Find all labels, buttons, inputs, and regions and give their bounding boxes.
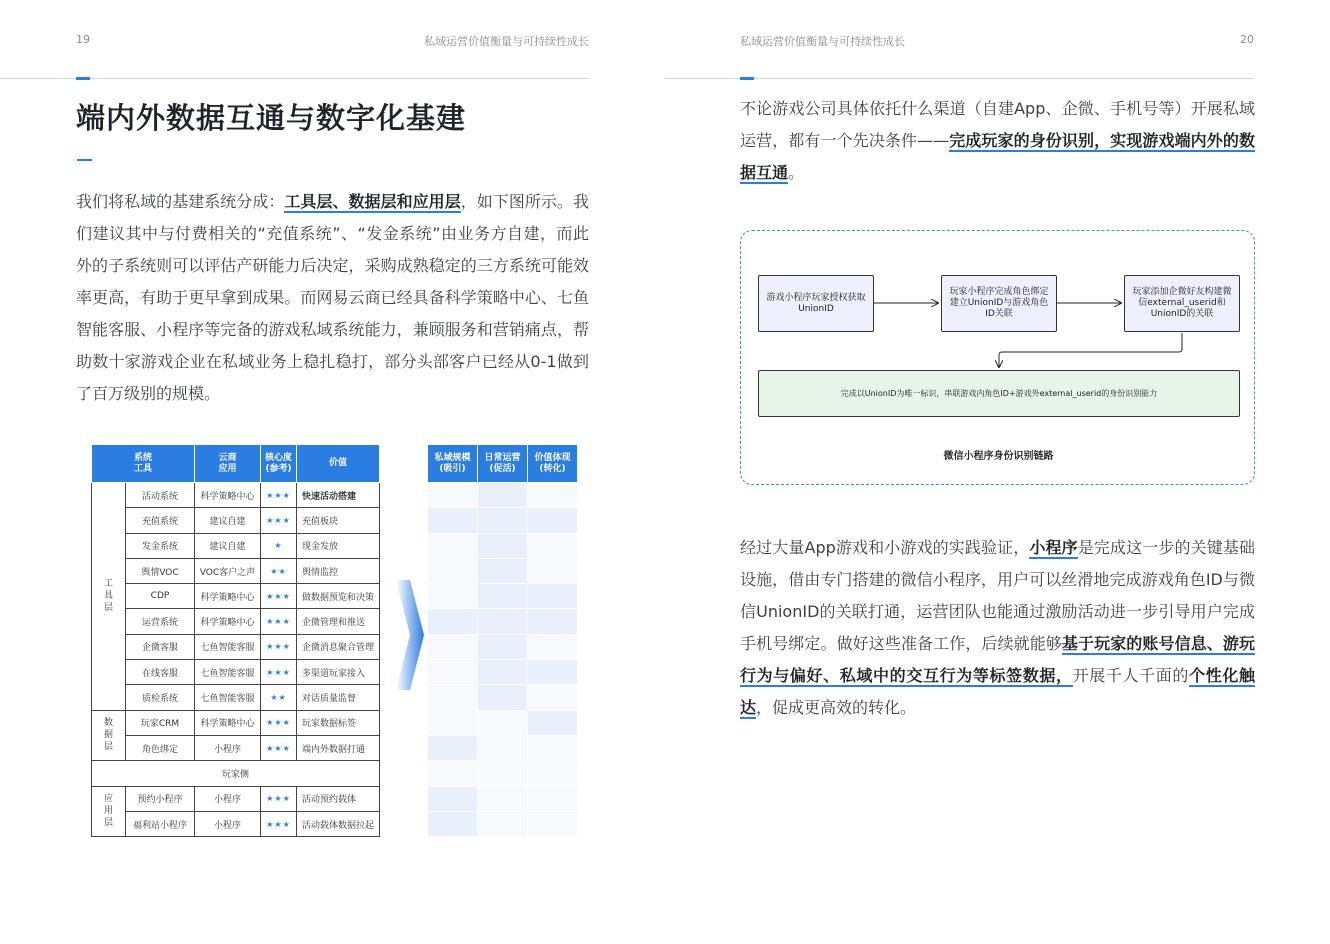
page-number: 20 (1240, 33, 1254, 46)
cell-stars: ★ (261, 533, 297, 558)
flow-step-unionid: 游戏小程序玩家授权获取UnionID (758, 275, 874, 332)
grid-col-scale: 私域规模 (吸引) (428, 445, 478, 483)
highlight-layers: 工具层、数据层和应用层 (284, 192, 461, 211)
cell-stars: ★★ (261, 558, 297, 583)
flow-result: 完成以UnionID为唯一标识，串联游戏内角色ID+游戏外external_userid的身份识别能力 (758, 370, 1240, 417)
running-head: 私域运营价值衡量与可持续性成长 (740, 35, 905, 48)
flow-step-role-bind: 玩家小程序完成角色绑定建立UnionID与游戏角色ID关联 (941, 275, 1057, 332)
layer-data: 数 据 层 (92, 710, 126, 761)
flow-step-wecom: 玩家添加企微好友构建微信external_userid和UnionID的关联 (1124, 275, 1240, 332)
cell-value: 现金发放 (297, 533, 380, 558)
layer-app: 应 用 层 (92, 786, 126, 837)
value-grid (427, 444, 578, 837)
cell-value: 企微消息聚合管理 (297, 634, 380, 659)
cell-stars: ★★★ (261, 483, 297, 508)
cell-stars: ★★★ (261, 786, 297, 811)
cell-app: 科学策略中心 (195, 584, 261, 609)
table-row (92, 685, 380, 710)
cell-system: 运营系统 (126, 609, 195, 634)
cell-app: 七鱼智能客服 (195, 685, 261, 710)
running-head: 私域运营价值衡量与可持续性成长 (424, 35, 589, 48)
header-accent (740, 77, 754, 80)
cell-app: 科学策略中心 (195, 710, 261, 735)
cell-app: 科学策略中心 (195, 609, 261, 634)
chevron-right-icon (396, 580, 426, 690)
cell-stars: ★★★ (261, 508, 297, 533)
cell-app: VOC客户之声 (195, 558, 261, 583)
table-row (92, 558, 380, 583)
cell-value: 舆情监控 (297, 558, 380, 583)
cell-app: 七鱼智能客服 (195, 634, 261, 659)
col-app: 云商 应用 (195, 445, 261, 483)
grid-col-ops: 日常运营 (促活) (478, 445, 528, 483)
player-side-row: 玩家侧 (92, 761, 380, 786)
table-row (92, 786, 380, 811)
highlight-tags: 基于玩家的账号信息、游玩行为与偏好、私域中的交互行为等标签数据， (740, 634, 1255, 685)
cell-app: 小程序 (195, 735, 261, 760)
cell-system: 玩家CRM (126, 710, 195, 735)
table-row (92, 761, 380, 786)
cell-stars: ★★★ (261, 735, 297, 760)
cell-system: 质检系统 (126, 685, 195, 710)
cell-value: 对话质量监督 (297, 685, 380, 710)
cell-stars: ★★★ (261, 609, 297, 634)
cell-value: 多渠道玩家接入 (297, 660, 380, 685)
cell-value: 做数据预览和决策 (297, 584, 380, 609)
cell-stars: ★★★ (261, 710, 297, 735)
cell-value: 活动预约载体 (297, 786, 380, 811)
header-accent (76, 77, 90, 80)
cell-system: 发金系统 (126, 533, 195, 558)
highlight-personalized: 个性化触达 (740, 666, 1255, 717)
table-row (92, 660, 380, 685)
highlight-miniprogram: 小程序 (1029, 538, 1078, 557)
cell-system: 福利站小程序 (126, 811, 195, 836)
cell-stars: ★★★ (261, 584, 297, 609)
cell-value: 端内外数据打通 (297, 735, 380, 760)
cell-app: 建议自建 (195, 508, 261, 533)
table-row (92, 735, 380, 760)
table-row (92, 609, 380, 634)
cell-system: 在线客服 (126, 660, 195, 685)
cell-value: 充值板块 (297, 508, 380, 533)
cell-system: 预约小程序 (126, 786, 195, 811)
col-system: 系统 工具 (92, 445, 195, 483)
cell-stars: ★★★ (261, 811, 297, 836)
cell-value: 活动载体数据拉起 (297, 811, 380, 836)
table-row (92, 483, 380, 508)
cell-system: 企微客服 (126, 634, 195, 659)
system-table (91, 444, 381, 837)
cell-value: 玩家数据标签 (297, 710, 380, 735)
table-row (92, 508, 380, 533)
cell-system: 舆情VOC (126, 558, 195, 583)
cell-system: 充值系统 (126, 508, 195, 533)
cell-app: 科学策略中心 (195, 483, 261, 508)
table-row (92, 634, 380, 659)
diagram-caption: 微信小程序身份识别链路 (943, 451, 1054, 462)
table-row (92, 710, 380, 735)
cell-stars: ★★★ (261, 660, 297, 685)
col-value: 价值 (297, 445, 380, 483)
table-row (92, 533, 380, 558)
cell-app: 七鱼智能客服 (195, 660, 261, 685)
identity-paragraph: 不论游戏公司具体依托什么渠道（自建App、企微、手机号等）开展私域运营，都有一个先决条件——完成玩家的身份识别，实现游戏端内外的数据互通。 (740, 99, 1255, 182)
cell-stars: ★★★ (261, 634, 297, 659)
cell-app: 建议自建 (195, 533, 261, 558)
cell-system: 角色绑定 (126, 735, 195, 760)
highlight-identity: 完成玩家的身份识别，实现游戏端内外的数据互通 (740, 131, 1255, 182)
cell-system: CDP (126, 584, 195, 609)
cell-value: 快速活动搭建 (297, 483, 380, 508)
cell-system: 活动系统 (126, 483, 195, 508)
cell-stars: ★★ (261, 685, 297, 710)
cell-app: 小程序 (195, 811, 261, 836)
title-underline (77, 159, 92, 161)
col-core: 核心度 (参考) (261, 445, 297, 483)
page-title: 端内外数据互通与数字化基建 (76, 101, 467, 135)
page-number: 19 (76, 33, 90, 46)
table-row (92, 811, 380, 836)
table-row (92, 584, 380, 609)
layer-tool: 工 具 层 (92, 483, 126, 711)
grid-col-conv: 价值体现 (转化) (528, 445, 578, 483)
cell-value: 企微管理和推送 (297, 609, 380, 634)
miniprogram-paragraph: 经过大量App游戏和小游戏的实践验证，小程序是完成这一步的关键基础设施，借由专门搭建的微信小程序，用户可以丝滑地完成游戏角色ID与微信UnionID的关联打通，运营团队也能通过激励活动进一步引导用户完成手机号绑定。做好这些准备工作，后续就能够基于玩家的账号信息、游玩行为与偏好、私域中的交互行为等标签数据，开展千人千面的个性化触达，促成更高效的转化。 (740, 538, 1255, 717)
identity-flow-diagram (740, 230, 1255, 485)
intro-paragraph: 我们将私域的基建系统分成：工具层、数据层和应用层，如下图所示。我们建议其中与付费相关的“充值系统”、“发金系统”由业务方自建，而此外的子系统则可以评估产研能力后决定，采购成熟稳定的三方系统可能效率更高，有助于更早拿到成果。而网易云商已经具备科学策略中心、七鱼智能客服、小程序等完备的游戏私域系统能力，兼顾服务和营销痛点，帮助数十家游戏企业在私域业务上稳扎稳打，部分头部客户已经从0-1做到了百万级别的规模。 (76, 192, 589, 403)
cell-app: 小程序 (195, 786, 261, 811)
